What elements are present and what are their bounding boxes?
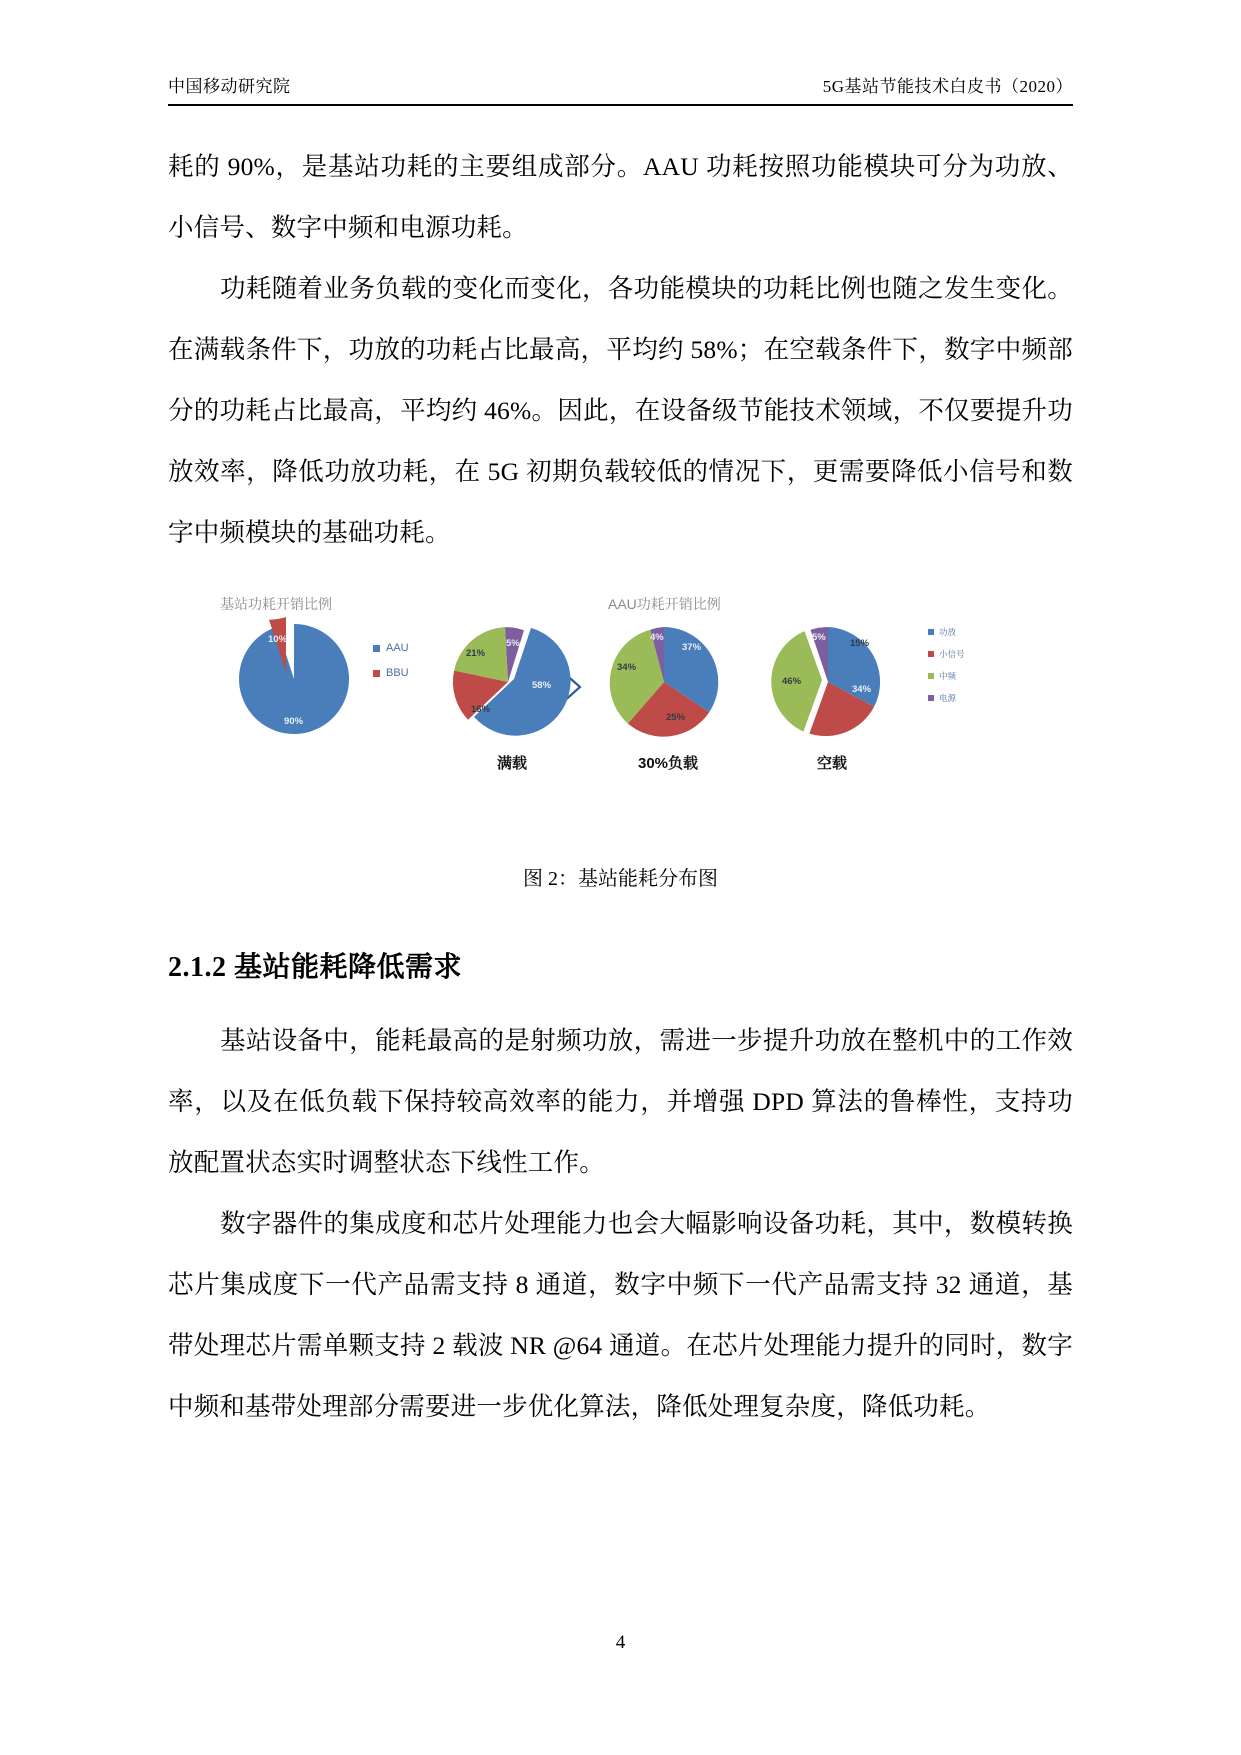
pie-label-power-2: 4%: [650, 632, 664, 643]
legend-label-small-signal: 小信号: [939, 649, 965, 659]
page-number: 4: [615, 1632, 626, 1653]
pie-label-bbu: 10%: [268, 634, 288, 645]
pie-chart-30-load: [600, 618, 736, 751]
legend-label-aau: AAU: [386, 642, 409, 654]
legend-swatch-small-signal: [928, 651, 934, 657]
legend-item-aau: [373, 642, 409, 654]
pie-label-small-signal-2: 25%: [666, 712, 686, 723]
running-header: [168, 72, 1073, 97]
pie-slice-if-3: [771, 631, 822, 732]
legend-label-pa: 功放: [939, 627, 957, 637]
legend-item-small-signal: [928, 648, 965, 660]
chart-title-aau: AAU功耗开销比例: [608, 596, 721, 612]
paragraph-4: 数字器件的集成度和芯片处理能力也会大幅影响设备功耗，其中，数模转换芯片集成度下一代产品需支持 8 通道，数字中频下一代产品需支持 32 通道，基带处理芯片需单颗支持 2 载波 NR @64 通道。在芯片处理能力提升的同时，数字中频和基带处理部分需要进一步优化算法，降低处理复杂度，降低功耗。: [168, 1209, 1073, 1421]
legend-item-power: [928, 692, 965, 704]
pie-caption-30-load: 30%负载: [637, 755, 699, 772]
pie-chart-bts-share: [206, 616, 376, 747]
legend-label-if: 中频: [939, 671, 957, 681]
legend-label-bbu: BBU: [386, 667, 409, 679]
legend-swatch-aau: [373, 645, 380, 652]
paragraph-1: 耗的 90%，是基站功耗的主要组成部分。AAU 功耗按照功能模块可分为功放、小信号、数字中频和电源功耗。: [168, 152, 1073, 242]
legend-bts-share: [373, 642, 409, 692]
figure-2: [168, 580, 1073, 830]
figure-caption: 图 2：基站能耗分布图: [523, 868, 718, 890]
pie-label-if-2: 34%: [617, 662, 637, 673]
pie-caption-full-load: 满载: [496, 755, 527, 772]
pie-label-pa-1: 58%: [532, 680, 552, 691]
legend-swatch-power: [928, 695, 934, 701]
legend-swatch-if: [928, 673, 934, 679]
paragraph-3: 基站设备中，能耗最高的是射频功放，需进一步提升功放在整机中的工作效率，以及在低负载下保持较高效率的能力，并增强 DPD 算法的鲁棒性，支持功放配置状态实时调整状态下线性工作。: [168, 1026, 1073, 1177]
pie-caption-idle-load: 空载: [816, 755, 847, 772]
pie-label-pa-2: 37%: [682, 642, 702, 653]
legend-item-if: [928, 670, 965, 682]
body-text-top: [168, 136, 1073, 563]
legend-item-pa: [928, 626, 965, 638]
pie-chart-full-load: [444, 618, 580, 751]
header-left-text: 中国移动研究院: [168, 77, 291, 96]
legend-aau-modules: [928, 626, 965, 714]
chart-title-bts: 基站功耗开销比例: [220, 596, 332, 612]
pie-label-if-3: 46%: [782, 676, 802, 687]
section-heading-2-1-2: 2.1.2 基站能耗降低需求: [168, 952, 463, 983]
pie-chart-idle-load: [764, 618, 900, 751]
paragraph-2: 功耗随着业务负载的变化而变化，各功能模块的功耗比例也随之发生变化。在满载条件下，功放的功耗占比最高，平均约 58%；在空载条件下，数字中频部分的功耗占比最高，平均约 46%。因此，在设备级节能技术领域，不仅要提升功放效率，降低功放功耗，在 5G 初期负载较低的情况下，更需要降低小信号和数字中频模块的基础功耗。: [168, 274, 1073, 547]
pie-label-if-1: 21%: [466, 648, 486, 659]
pie-label-power-3: 5%: [812, 632, 826, 643]
header-divider: [168, 104, 1073, 106]
pie-slice-aau: [239, 624, 349, 734]
pie-30-load-svg: [600, 618, 736, 746]
pie-label-aau: 90%: [284, 716, 304, 727]
legend-item-bbu: [373, 667, 409, 679]
pie-full-load-svg: [444, 618, 580, 746]
legend-label-power: 电源: [939, 693, 957, 703]
pie-label-small-signal-1: 16%: [471, 704, 491, 715]
pie-idle-load-svg: [764, 618, 900, 746]
pie-label-power-1: 5%: [506, 638, 520, 649]
header-right-text: 5G基站节能技术白皮书（2020）: [822, 77, 1073, 96]
body-text-bottom: [168, 1010, 1073, 1437]
legend-swatch-bbu: [373, 670, 380, 677]
pie-label-small-signal-3: 34%: [852, 684, 872, 695]
pie-bts-svg: [206, 616, 376, 742]
legend-swatch-pa: [928, 629, 934, 635]
pie-label-pa-3: 15%: [850, 638, 870, 649]
